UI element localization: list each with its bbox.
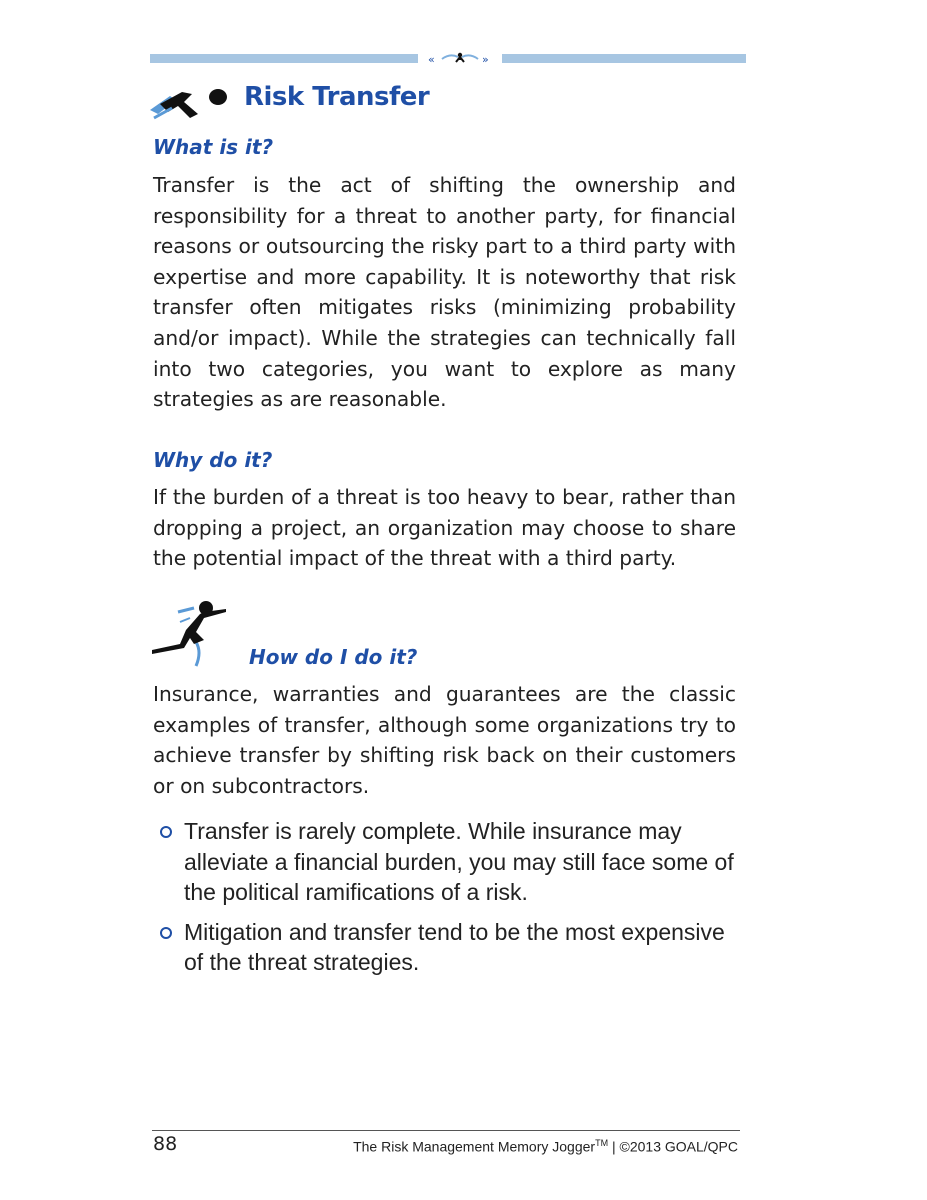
running-figure-icon: [150, 600, 232, 668]
what-is-it-heading: What is it?: [153, 135, 274, 159]
how-do-i-do-it-heading: How do I do it?: [249, 645, 418, 669]
copyright-notice: ©2013 GOAL/QPC: [619, 1138, 738, 1155]
page-number: 88: [153, 1133, 178, 1155]
bullet-text: Transfer is rarely complete. While insurance may alleviate a financial burden, you may still face some of the political ramifications of a risk.: [184, 818, 734, 905]
decorative-chevron-ornament-icon: [418, 47, 502, 69]
why-do-it-heading: Why do it?: [153, 448, 273, 472]
bullet-list: [160, 816, 740, 987]
section-title: Risk Transfer: [244, 82, 430, 112]
why-do-it-body: If the burden of a threat is too heavy to bear, rather than dropping a project, an organization may choose to share the potential impact of the threat with a third party.: [153, 485, 736, 571]
what-is-it-body: Transfer is the act of shifting the ownership and responsibility for a threat to another party, for financial reasons or outsourcing the risky part to a third party with expertise and more capability. It is noteworthy that risk transfer often mitigates risks (minimizing probability and/or impact). While the strategies can technically fall into two categories, you want to explore as many strategies as are reasonable.: [153, 173, 736, 412]
how-do-i-do-it-body: Insurance, warranties and guarantees are the classic examples of transfer, although some organizations try to achieve transfer by shifting risk back on their customers or on subcontractors.: [153, 682, 736, 798]
footer-credit: [353, 1138, 738, 1155]
trademark-mark: TM: [595, 1138, 609, 1148]
falling-figure-icon: [148, 84, 234, 124]
footer-rule: [152, 1130, 740, 1131]
svg-text:«: «: [428, 53, 435, 66]
list-item: [160, 917, 740, 978]
bullet-text: Mitigation and transfer tend to be the most expensive of the threat strategies.: [184, 918, 725, 975]
bullet-circle-icon: [160, 927, 172, 939]
footer-separator: |: [611, 1138, 616, 1155]
list-item: [160, 816, 740, 908]
book-title: The Risk Management Memory Jogger: [353, 1138, 596, 1155]
svg-text:»: »: [482, 53, 489, 66]
bullet-circle-icon: [160, 826, 172, 838]
